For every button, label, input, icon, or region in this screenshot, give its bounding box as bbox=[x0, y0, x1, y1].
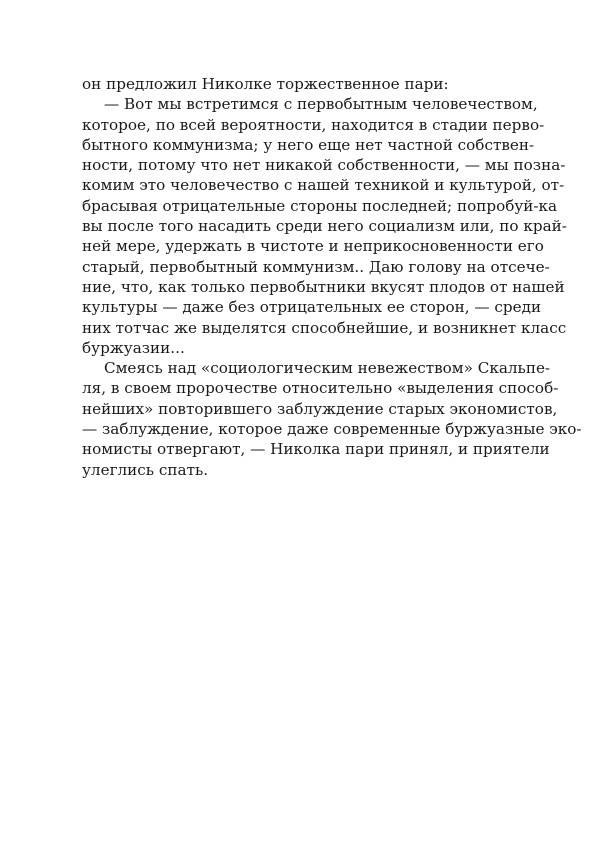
text-line: комим это человечество с нашей техникой и культурой, от- bbox=[82, 176, 565, 195]
text-line: которое, по всей вероятности, находится в стадии перво- bbox=[82, 115, 545, 134]
text-line: старый, первобытный коммунизм.. Даю голову на отсече- bbox=[82, 257, 550, 276]
paragraph-end-line: улеглись спать. bbox=[82, 460, 209, 479]
text-line: он предложил Николке торжественное пари: bbox=[82, 75, 449, 93]
text-line: номисты отвергают, — Николка пари принял, и приятели bbox=[82, 440, 550, 459]
text-line: вы после того насадить среди него социализм или, по край- bbox=[82, 217, 567, 236]
text-line: — заблуждение, которое даже современные буржуазные эко- bbox=[82, 420, 582, 439]
paragraph-start-line: — Вот мы встретимся с первобытным человечеством, bbox=[104, 95, 538, 114]
text-line: ля, в своем пророчестве относительно «выделения способ- bbox=[82, 379, 559, 398]
text-line: нейших» повторившего заблуждение старых экономистов, bbox=[82, 399, 558, 418]
text-line: брасывая отрицательные стороны последней; попробуй-ка bbox=[82, 196, 558, 215]
text-line: культуры — даже без отрицательных ее сторон, — среди bbox=[82, 298, 542, 317]
paragraph-end-line: буржуазии... bbox=[82, 338, 185, 357]
text-line: бытного коммунизма; у него еще нет частной собствен- bbox=[82, 135, 535, 154]
document-text-block bbox=[82, 74, 582, 480]
text-line: ности, потому что нет никакой собственности, — мы позна- bbox=[82, 156, 566, 175]
text-line: ней мере, удержать в чистоте и неприкосновенности его bbox=[82, 237, 544, 256]
paragraph-start-line: Смеясь над «социологическим невежеством» Скальпе- bbox=[104, 359, 551, 378]
text-line: ние, что, как только первобытники вкусят плодов от нашей bbox=[82, 277, 565, 296]
text-line: них тотчас же выделятся способнейшие, и возникнет класс bbox=[82, 318, 567, 337]
